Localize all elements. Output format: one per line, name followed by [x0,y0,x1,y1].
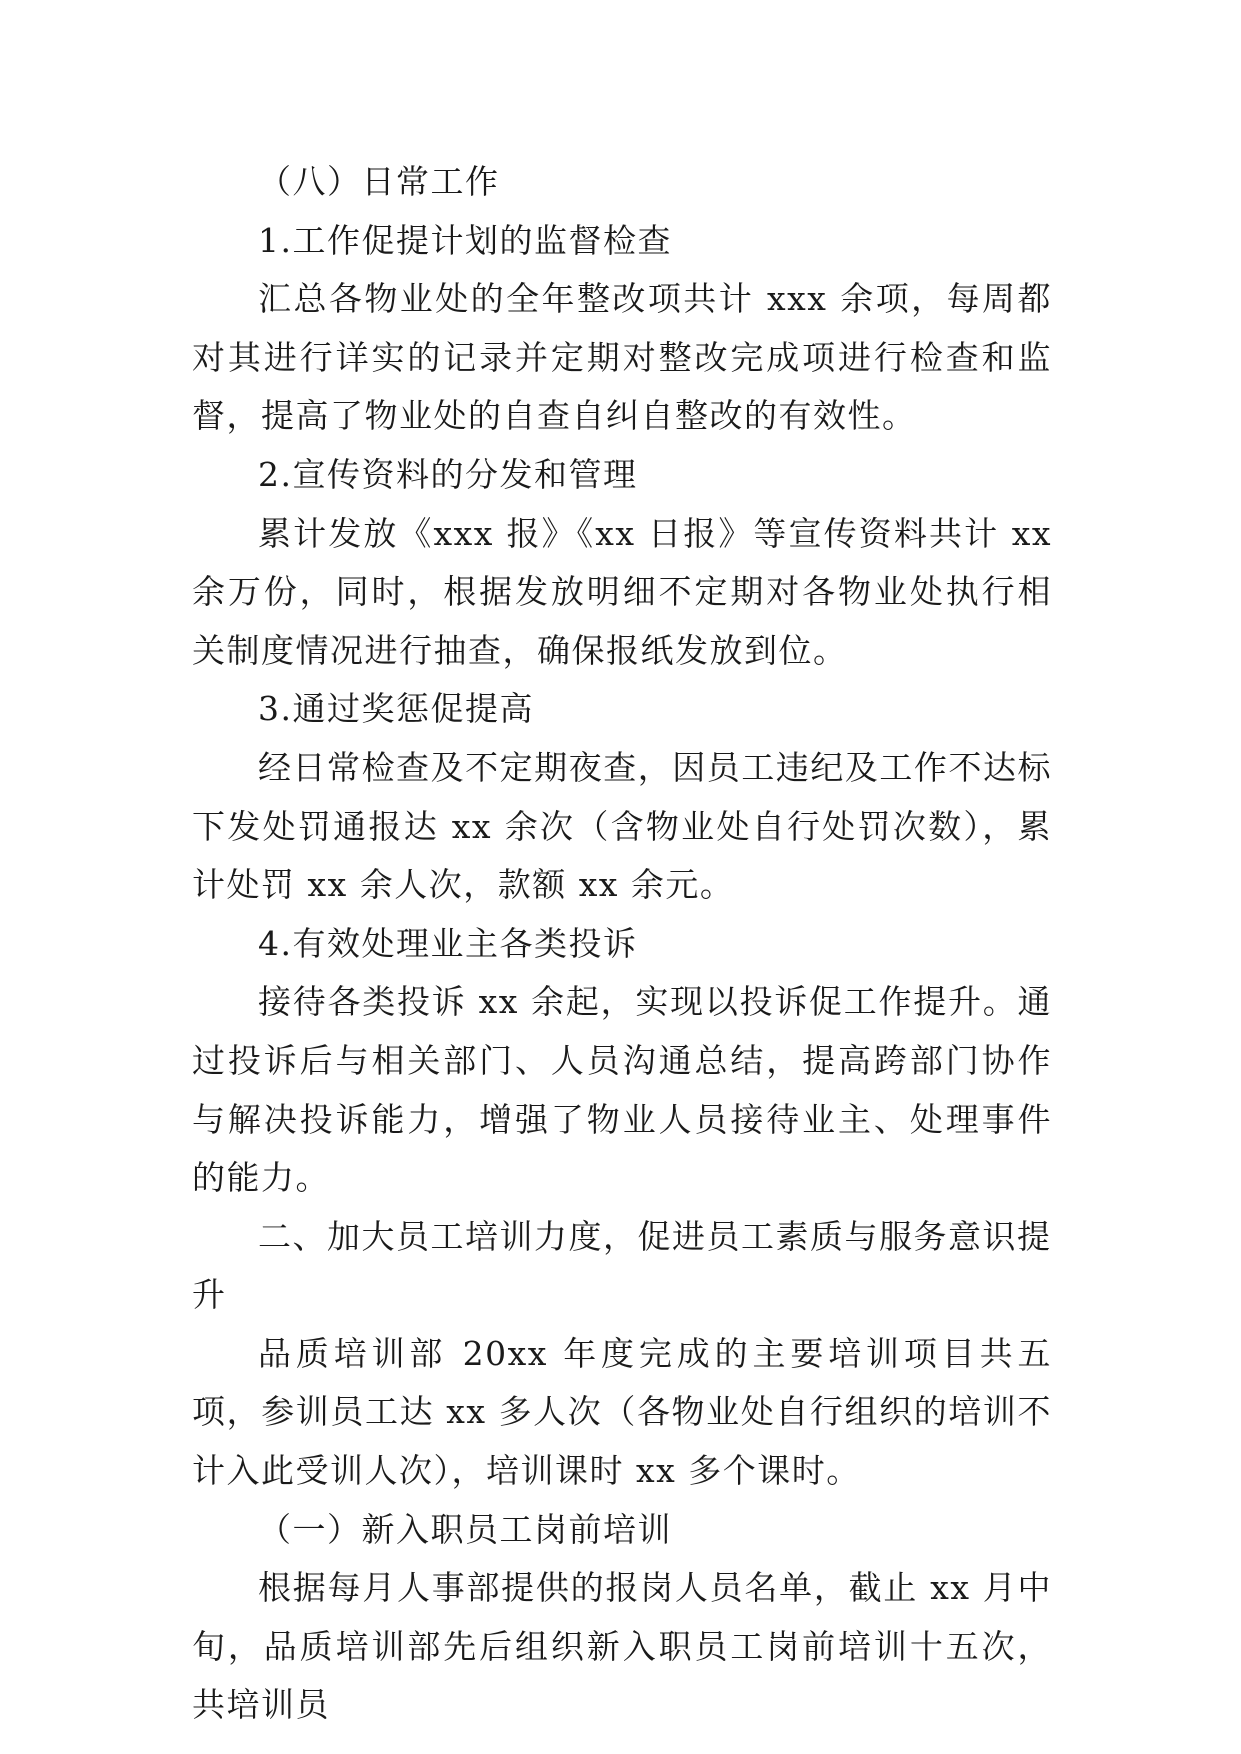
paragraph-publicity: 累计发放《xxx 报》《xx 日报》等宣传资料共计 xx 余万份，同时，根据发放明细不定期对各物业处执行相关制度情况进行抽查，确保报纸发放到位。 [192,513,1052,670]
paragraph-complaints: 接待各类投诉 xx 余起，实现以投诉促工作提升。通过投诉后与相关部门、人员沟通总结，提高跨部门协作与解决投诉能力，增强了物业人员接待业主、处理事件的能力。 [192,982,1052,1198]
document-body [192,153,1052,1735]
subheading-new-hire-training: （一）新入职员工岗前培训 [258,1509,672,1549]
subheading-supervision: 1.工作促提计划的监督检查 [258,220,672,260]
paragraph-new-hire-training: 根据每月人事部提供的报岗人员名单，截止 xx 月中旬，品质培训部先后组织新入职员工岗前培训十五次，共培训员 [192,1568,1052,1725]
paragraph-training: 品质培训部 20xx 年度完成的主要培训项目共五项，参训员工达 xx 多人次（各物业处自行组织的培训不计入此受训人次），培训课时 xx 多个课时。 [192,1333,1052,1491]
paragraph-rewards: 经日常检查及不定期夜查，因员工违纪及工作不达标下发处罚通报达 xx 余次（含物业处自行处罚次数），累计处罚 xx 余人次，款额 xx 余元。 [192,747,1052,905]
subheading-complaints: 4.有效处理业主各类投诉 [258,923,638,963]
subheading-publicity: 2.宣传资料的分发和管理 [258,454,638,494]
section-heading-daily-work: （八）日常工作 [258,162,500,201]
subheading-rewards: 3.通过奖惩促提高 [258,689,534,729]
paragraph-supervision: 汇总各物业处的全年整改项共计 xxx 余项，每周都对其进行详实的记录并定期对整改完成项进行检查和监督，提高了物业处的自查自纠自整改的有效性。 [192,279,1052,436]
section-heading-training: 二、加大员工培训力度，促进员工素质与服务意识提升 [192,1216,1052,1315]
